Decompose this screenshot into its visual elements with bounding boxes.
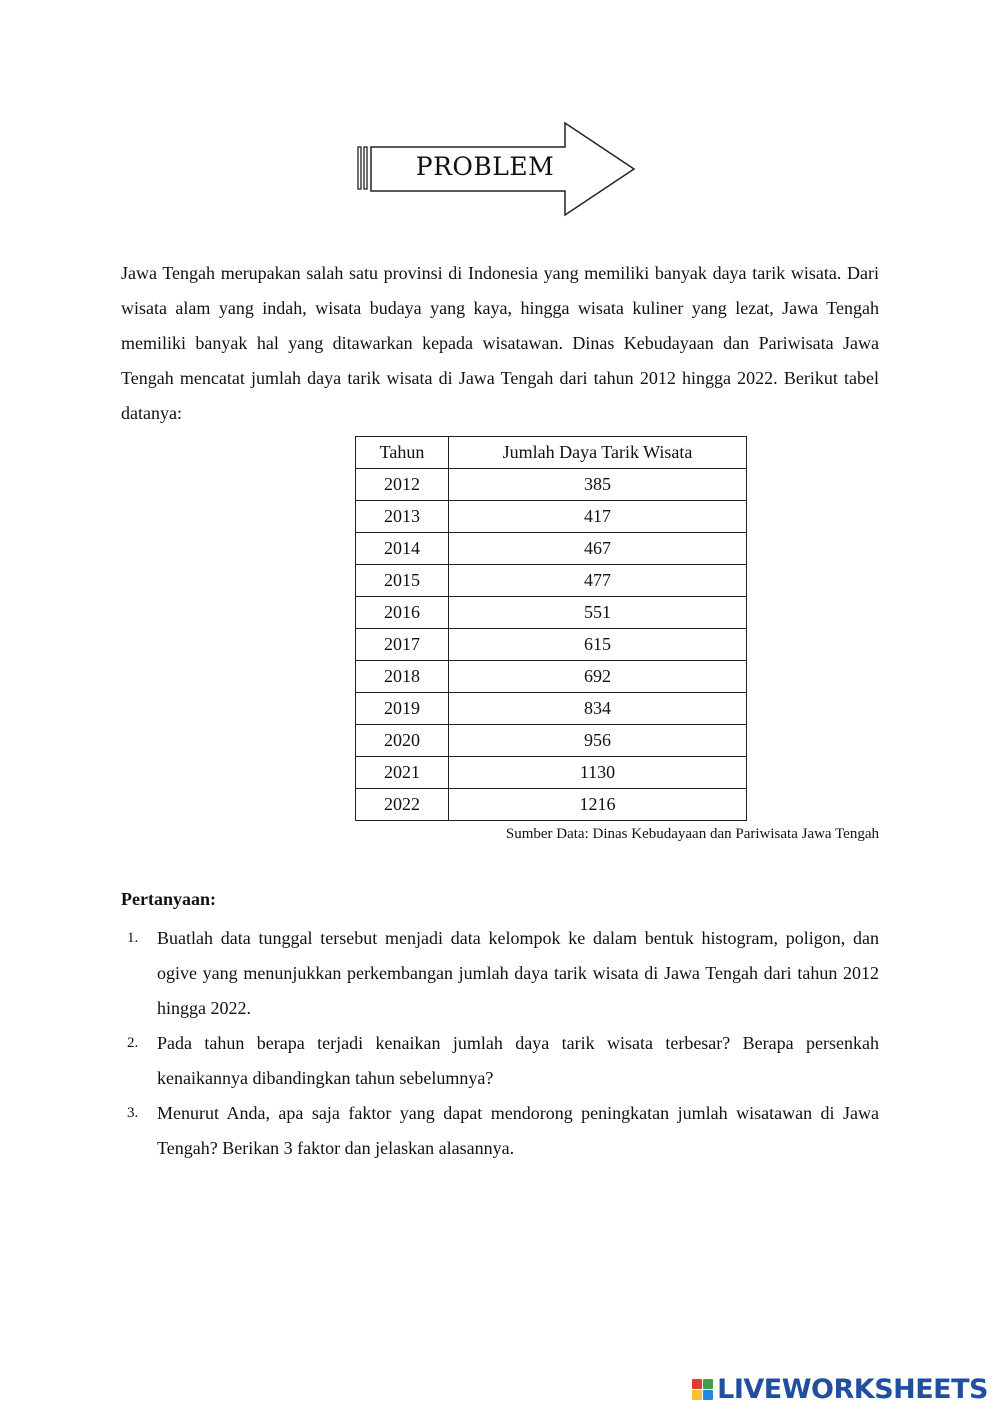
question-text: Menurut Anda, apa saja faktor yang dapat mendorong peningkatan jumlah wisatawan di Jawa Tengah? Berikan 3 faktor dan jelaskan alasannya. <box>157 1103 879 1158</box>
table-row <box>356 789 747 821</box>
cell-year: 2019 <box>356 693 449 725</box>
logo-square-yellow <box>692 1390 702 1400</box>
questions-heading: Pertanyaan: <box>121 889 216 909</box>
cell-year: 2021 <box>356 757 449 789</box>
question-number: 3. <box>127 1105 139 1121</box>
intro-paragraph: Jawa Tengah merupakan salah satu provinsi di Indonesia yang memiliki banyak daya tarik wisata. Dari wisata alam yang indah, wisata budaya yang kaya, hingga wisata kuliner yang lezat, Jawa Tengah memiliki banyak hal yang ditawarkan kepada wisatawan. Dinas Kebudayaan dan Pariwisata Jawa Tengah mencatat jumlah daya tarik wisata di Jawa Tengah dari tahun 2012 hingga 2022. Berikut tabel datanya: <box>121 263 879 423</box>
question-number: 1. <box>127 930 139 946</box>
cell-value: 615 <box>449 629 747 661</box>
cell-value: 1216 <box>449 789 747 821</box>
question-item <box>121 1096 879 1166</box>
logo-square-blue <box>703 1390 713 1400</box>
questions-list <box>121 921 879 1166</box>
cell-value: 477 <box>449 565 747 597</box>
logo-text: LIVEWORKSHEETS <box>717 1373 988 1405</box>
header-jumlah: Jumlah Daya Tarik Wisata <box>449 437 747 469</box>
table-row <box>356 469 747 501</box>
cell-value: 551 <box>449 597 747 629</box>
cell-year: 2014 <box>356 533 449 565</box>
problem-banner <box>355 120 640 218</box>
cell-value: 692 <box>449 661 747 693</box>
data-source-note: Sumber Data: Dinas Kebudayaan dan Pariwisata Jawa Tengah <box>505 826 879 842</box>
logo-mark-icon <box>692 1379 713 1400</box>
logo-square-red <box>692 1379 702 1389</box>
question-item <box>121 1026 879 1096</box>
cell-value: 385 <box>449 469 747 501</box>
cell-value: 834 <box>449 693 747 725</box>
logo-square-green <box>703 1379 713 1389</box>
cell-year: 2022 <box>356 789 449 821</box>
table-row <box>356 757 747 789</box>
table-row <box>356 693 747 725</box>
banner-title: PROBLEM <box>415 152 555 181</box>
cell-value: 417 <box>449 501 747 533</box>
question-text: Buatlah data tunggal tersebut menjadi data kelompok ke dalam bentuk histogram, poligon, dan ogive yang menunjukkan perkembangan jumlah daya tarik wisata di Jawa Tengah dari tahun 2012 hingga 2022. <box>157 928 879 1018</box>
table-row <box>356 725 747 757</box>
table-row <box>356 629 747 661</box>
cell-value: 467 <box>449 533 747 565</box>
cell-year: 2020 <box>356 725 449 757</box>
table-row <box>356 661 747 693</box>
question-number: 2. <box>127 1035 139 1051</box>
liveworksheets-logo[interactable] <box>692 1372 988 1406</box>
table-row <box>356 565 747 597</box>
cell-year: 2017 <box>356 629 449 661</box>
cell-value: 1130 <box>449 757 747 789</box>
question-text: Pada tahun berapa terjadi kenaikan jumlah daya tarik wisata terbesar? Berapa persenkah kenaikannya dibandingkan tahun sebelumnya? <box>157 1033 879 1088</box>
table-header-row <box>356 437 747 469</box>
cell-value: 956 <box>449 725 747 757</box>
table-row <box>356 533 747 565</box>
cell-year: 2012 <box>356 469 449 501</box>
cell-year: 2016 <box>356 597 449 629</box>
data-table <box>355 436 747 821</box>
cell-year: 2015 <box>356 565 449 597</box>
cell-year: 2013 <box>356 501 449 533</box>
header-tahun: Tahun <box>356 437 449 469</box>
table-row <box>356 597 747 629</box>
question-item <box>121 921 879 1026</box>
cell-year: 2018 <box>356 661 449 693</box>
table-row <box>356 501 747 533</box>
